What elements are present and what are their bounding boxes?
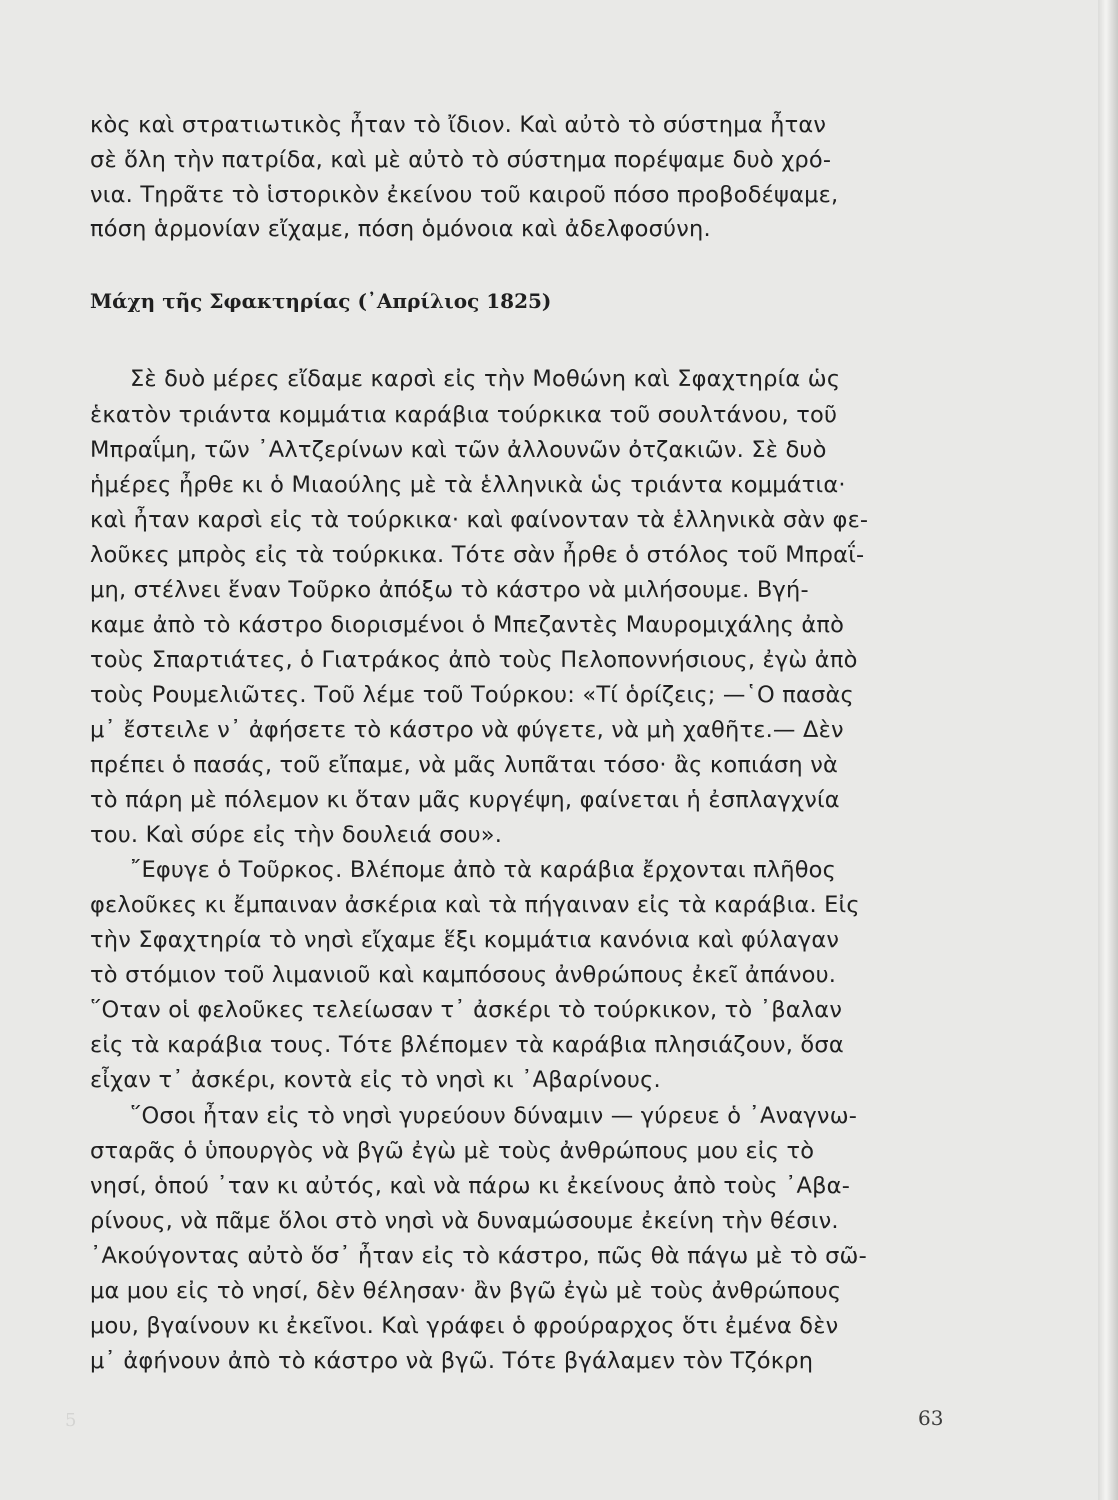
intro-line: νια. Τηρᾶτε τὸ ἱστορικὸν ἐκείνου τοῦ καιροῦ πόσο προβοδέψαμε, — [90, 182, 839, 208]
body-line: νησί, ὁπού ᾿ταν κι αὐτός, καὶ νὰ πάρω κι ἐκείνους ἀπὸ τοὺς ᾿Αβα- — [90, 1173, 851, 1199]
body-line: Σὲ δυὸ μέρες εἴδαμε καρσὶ εἰς τὴν Μοθώνη καὶ Σφαχτηρία ὡς — [130, 366, 841, 392]
body-line: φελοῦκες κι ἔμπαιναν ἀσκέρια καὶ τὰ πήγαιναν εἰς τὰ καράβια. Εἰς — [90, 892, 860, 918]
body-line: μα μου εἰς τὸ νησί, δὲν θέλησαν· ἂν βγῶ ἐγὼ μὲ τοὺς ἀνθρώπους — [90, 1278, 842, 1304]
body-line: ἡμέρες ἦρθε κι ὁ Μιαούλης μὲ τὰ ἑλληνικὰ ὡς τριάντα κομμάτια· — [90, 472, 846, 498]
body-line: ᾿Ακούγοντας αὐτὸ ὅσ᾿ ἦταν εἰς τὸ κάστρο, πῶς θὰ πάγω μὲ τὸ σῶ- — [90, 1243, 867, 1269]
body-line: καὶ ἦταν καρσὶ εἰς τὰ τούρκικα· καὶ φαίνονταν τὰ ἑλληνικὰ σὰν φε- — [90, 507, 869, 533]
body-line: εἰς τὰ καράβια τους. Τότε βλέπομεν τὰ καράβια πλησιάζουν, ὅσα — [90, 1032, 844, 1058]
body-line: τὸ πάρη μὲ πόλεμον κι ὅταν μᾶς κυργέψη, φαίνεται ἡ ἐσπλαγχνία — [90, 787, 840, 813]
body-line: μ᾿ ἀφήνουν ἀπὸ τὸ κάστρο νὰ βγῶ. Τότε βγάλαμεν τὸν Τζόκρη — [90, 1348, 814, 1374]
body-line: μου, βγαίνουν κι ἐκεῖνοι. Καὶ γράφει ὁ φρούραρχος ὅτι ἐμένα δὲν — [90, 1313, 839, 1339]
page-edge — [1098, 0, 1118, 1500]
body-line: εἶχαν τ᾿ ἀσκέρι, κοντὰ εἰς τὸ νησὶ κι ᾿Αβαρίνους. — [90, 1067, 661, 1093]
body-line: πρέπει ὁ πασάς, τοῦ εἴπαμε, νὰ μᾶς λυπᾶται τόσο· ἂς κοπιάση νὰ — [90, 752, 839, 778]
intro-line: κὸς καὶ στρατιωτικὸς ἦταν τὸ ἴδιον. Καὶ αὐτὸ τὸ σύστημα ἦταν — [90, 112, 827, 138]
body-line: ρίνους, νὰ πᾶμε ὅλοι στὸ νησὶ νὰ δυναμώσουμε ἐκείνη τὴν θέσιν. — [90, 1208, 839, 1234]
body-line: καμε ἀπὸ τὸ κάστρο διορισμένοι ὁ Μπεζαντὲς Μαυρομιχάλης ἀπὸ — [90, 612, 845, 638]
bleed-through-mark: 5 — [65, 1410, 77, 1431]
body-line: μη, στέλνει ἕναν Τοῦρκο ἀπόξω τὸ κάστρο νὰ μιλήσουμε. Βγή- — [90, 577, 809, 603]
body-line: λοῦκες μπρὸς εἰς τὰ τούρκικα. Τότε σὰν ἦρθε ὁ στόλος τοῦ Μπραΐ- — [90, 542, 865, 568]
body-line: Μπραΐμη, τῶν ᾿Αλτζερίνων καὶ τῶν ἀλλουνῶν ὀτζακιῶν. Σὲ δυὸ — [90, 437, 827, 463]
page-number: 63 — [918, 1406, 944, 1430]
body-line: μ᾿ ἔστειλε ν᾿ ἀφήσετε τὸ κάστρο νὰ φύγετε, νὰ μὴ χαθῆτε.— Δὲν — [90, 717, 844, 743]
body-line: τὸ στόμιον τοῦ λιμανιοῦ καὶ καμπόσους ἀνθρώπους ἐκεῖ ἀπάνου. — [90, 962, 837, 988]
body-line: ἑκατὸν τριάντα κομμάτια καράβια τούρκικα τοῦ σουλτάνου, τοῦ — [90, 402, 838, 428]
body-line: τοὺς Σπαρτιάτες, ὁ Γιατράκος ἀπὸ τοὺς Πελοποννήσιους, ἐγὼ ἀπὸ — [90, 647, 858, 673]
intro-line: πόση ἁρμονίαν εἴχαμε, πόση ὁμόνοια καὶ ἀδελφοσύνη. — [90, 216, 711, 242]
section-heading: Μάχη τῆς Σφακτηρίας (᾿Απρίλιος 1825) — [90, 289, 552, 313]
body-line: του. Καὶ σύρε εἰς τὴν δουλειά σου». — [90, 822, 503, 848]
body-line: ῎Εφυγε ὁ Τοῦρκος. Βλέπομε ἀπὸ τὰ καράβια ἔρχονται πλῆθος — [130, 857, 837, 883]
body-line: ῞Οσοι ἦταν εἰς τὸ νησὶ γυρεύουν δύναμιν — γύρευε ὁ ᾿Αναγνω- — [130, 1103, 858, 1129]
intro-line: σὲ ὅλη τὴν πατρίδα, καὶ μὲ αὐτὸ τὸ σύστημα πορέψαμε δυὸ χρό- — [90, 147, 832, 173]
body-line: σταρᾶς ὁ ὑπουργὸς νὰ βγῶ ἐγὼ μὲ τοὺς ἀνθρώπους μου εἰς τὸ — [90, 1138, 815, 1164]
body-line: ῞Οταν οἱ φελοῦκες τελείωσαν τ᾿ ἀσκέρι τὸ τούρκικον, τὸ ᾿βαλαν — [90, 997, 843, 1023]
body-line: τοὺς Ρουμελιῶτες. Τοῦ λέμε τοῦ Τούρκου: «Τί ὁρίζεις; —῾Ο πασὰς — [90, 682, 854, 708]
body-line: τὴν Σφαχτηρία τὸ νησὶ εἴχαμε ἕξι κομμάτια κανόνια καὶ φύλαγαν — [90, 927, 840, 953]
